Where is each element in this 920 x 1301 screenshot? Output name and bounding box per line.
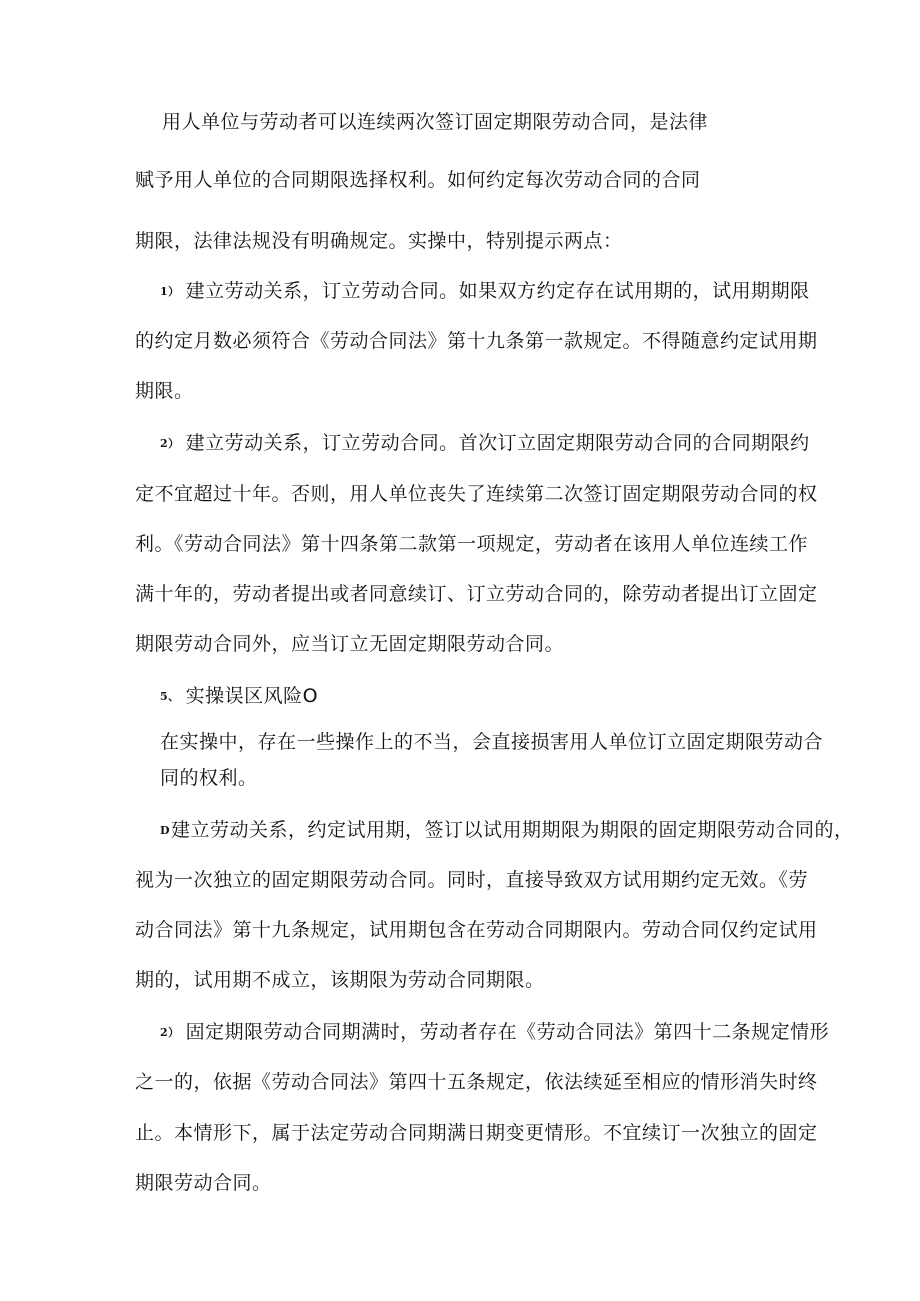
point2-line-1 [160,431,810,456]
point2-line-3: 利。《劳动合同法》第十四条第二款第一项规定，劳动者在该用人单位连续工作 [135,533,809,555]
point2-line-2: 定不宜超过十年。否则，用人单位丧失了连续第二次签订固定期限劳动合同的权 [135,483,818,505]
intro-line-1: 用人单位与劳动者可以连续两次签订固定期限劳动合同，是法律 [162,111,709,133]
section5-title: 实操误区风险O [185,685,319,707]
point2-marker: 2） [160,436,180,450]
section5-heading [160,684,318,709]
risk2-text: 固定期限劳动合同期满时，劳动者存在《劳动合同法》第四十二条规定情形 [185,1021,830,1043]
risk1-marker: D [160,823,171,837]
section5-marker: 5、 [160,689,180,703]
risk2-line-3: 止。本情形下，属于法定劳动合同期满日期变更情形。不宜续订一次独立的固定 [135,1122,818,1144]
intro-line-2: 赋予用人单位的合同期限选择权利。如何约定每次劳动合同的合同 [135,169,701,191]
risk1-line-4: 期的，试用期不成立，该期限为劳动合同期限。 [135,969,545,991]
risk1-text: 建立劳动关系，约定试用期，签订以试用期期限为期限的固定期限劳动合同的， [171,819,854,841]
risk1-line-3: 动合同法》第十九条规定，试用期包含在劳动合同期限内。劳动合同仅约定试用 [135,919,818,941]
risk2-marker: 2） [160,1025,180,1039]
risk1-line-2: 视为一次独立的固定期限劳动合同。同时，直接导致双方试用期约定无效。《劳 [135,869,809,891]
point1-line-1 [160,279,810,304]
point2-text: 建立劳动关系，订立劳动合同。首次订立固定期限劳动合同的合同期限约 [185,432,810,454]
risk1-line-1 [160,818,854,843]
point1-line-3: 期限。 [135,380,194,402]
section5-intro-line-1: 在实操中，存在一些操作上的不当，会直接损害用人单位订立固定期限劳动合 [160,731,824,753]
intro-line-3: 期限，法律法规没有明确规定。实操中，特别提示两点： [135,230,623,252]
point1-text: 建立劳动关系，订立劳动合同。如果双方约定存在试用期的，试用期期限 [185,280,810,302]
section5-intro-line-2: 同的权利。 [160,767,258,789]
risk2-line-1 [160,1020,829,1045]
risk2-line-4: 期限劳动合同。 [135,1172,272,1194]
point1-line-2: 的约定月数必须符合《劳动合同法》第十九条第一款规定。不得随意约定试用期 [135,330,818,352]
point1-marker: 1） [160,284,180,298]
point2-line-4: 满十年的，劳动者提出或者同意续订、订立劳动合同的，除劳动者提出订立固定 [135,583,818,605]
risk2-line-2: 之一的，依据《劳动合同法》第四十五条规定，依法续延至相应的情形消失时终 [135,1071,818,1093]
point2-line-5: 期限劳动合同外，应当订立无固定期限劳动合同。 [135,633,565,655]
